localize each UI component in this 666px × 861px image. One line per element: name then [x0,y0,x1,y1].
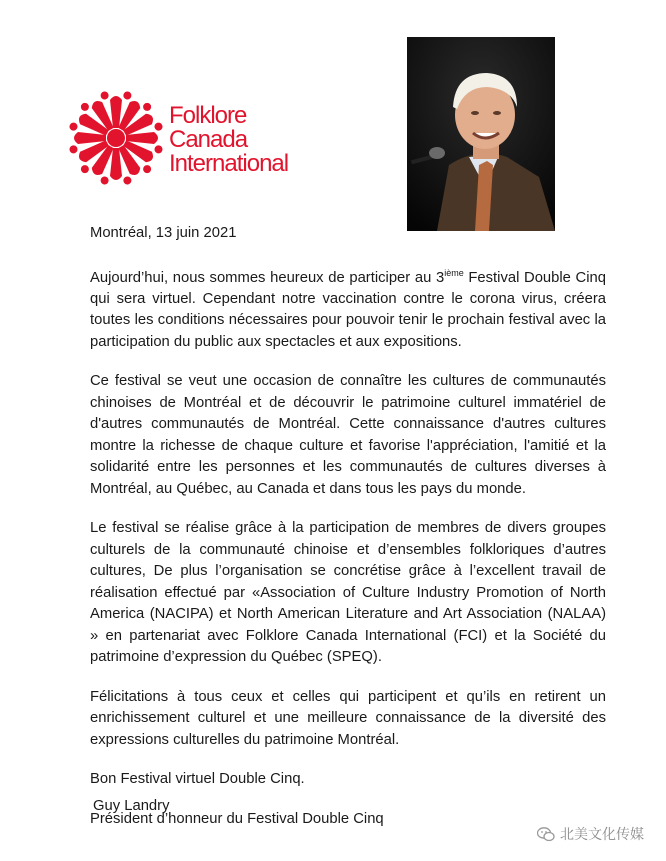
portrait-photo [407,37,555,231]
logo-line-1: Folklore [169,102,247,129]
portrait-illustration [407,37,555,231]
paragraph-1-start: Aujourd’hui, nous sommes heureux de participer au 3 [90,269,445,286]
letter-body [90,223,606,830]
letter-date: Montréal, 13 juin 2021 [90,225,237,241]
watermark-text: 北美文化传媒 [560,826,644,842]
ordinal-superscript: ième [444,267,464,278]
paragraph-1-end: Festival Double Cinq qui sera virtuel. Cependant notre vaccination contre le corona virus, créera toutes les conditions nécessaires pour pouvoir tenir le prochain festival avec la participation du public aux spectacles et aux expositions. [90,269,606,350]
logo-dancer-head [141,163,152,174]
paragraph-6: Président d’honneur du Festival Double Cinq [90,810,384,827]
logo-ray [110,148,122,180]
signature-name: Guy Landry [93,798,170,814]
logo-dancer-head [79,163,90,174]
wechat-icon [537,827,555,842]
logo-ray [126,132,158,144]
logo-dancer-head [141,101,152,112]
folklore-canada-logo [66,86,326,196]
logo-dancer-head [122,91,132,101]
wechat-watermark [537,824,644,844]
logo-dancer-head [154,122,164,132]
logo-line-3: International [169,150,289,177]
logo-ray [110,96,122,128]
paragraph-1 [90,263,606,354]
paragraph-3: Le festival se réalise grâce à la participation de membres de divers groupes culturels de la communauté chinoise et d’ensembles folkloriques d’autres cultures, De plus l’organisation se concrétise grâce à l’excellent travail de réalisation effectué par «Association of Culture Industry Promotion of North America (NACIPA) et North American Literature and Art Association (NALAA) » en partenariat avec Folklore Canada International (FCI) et la Société du patrimoine d’expression du Québec (SPEQ). [90,520,606,666]
logo-dancer-head [154,144,164,154]
logo-dancer-head [100,176,110,186]
logo-dancer-head [100,91,110,101]
paragraph-5: Bon Festival virtuel Double Cinq. [90,771,305,788]
logo-dancer-head [69,122,79,132]
logo-dancer-head [69,144,79,154]
logo-dancer-head [122,176,132,186]
logo-dancer-head [79,101,90,112]
folk-dancers-starburst-icon [66,88,166,188]
logo-ray [74,132,106,144]
logo-line-2: Canada [169,126,248,153]
paragraph-4: Félicitations à tous ceux et celles qui participent et qu’ils en retirent un enrichissement culturel et une meilleure connaissance de la diversité des expressions culturelles du patrimoine Montréal. [90,688,606,748]
paragraph-2: Ce festival se veut une occasion de connaître les cultures de communautés chinoises de Montréal et de découvrir le patrimoine culturel immatériel de d'autres communautés de Montréal. Cette connaissance d'autres cultures montre la richesse de chaque culture et favorise l'appréciation, l'amitié et la solidarité entre les personnes et les communautés de cultures diverses à Montréal, au Québec, au Canada et dans tous les pays du monde. [90,373,606,497]
